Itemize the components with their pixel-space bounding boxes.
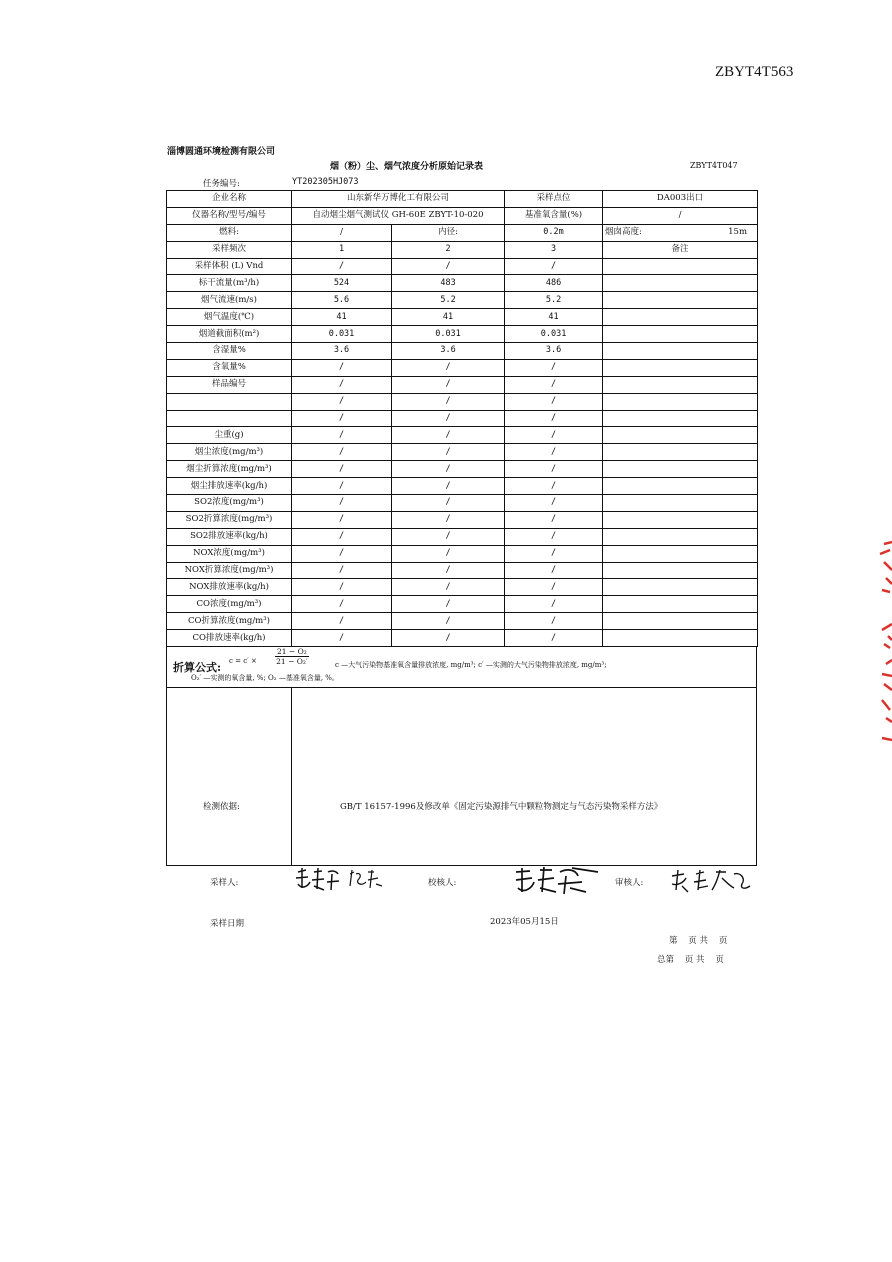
inner-diameter-value: 0.2m — [505, 224, 603, 241]
remark-cell — [603, 528, 758, 545]
task-number-label: 任务编号: — [203, 179, 240, 189]
row-label: 烟气温度(℃) — [167, 309, 292, 326]
frequency-label: 采样频次 — [167, 241, 292, 258]
row-label: 烟尘折算浓度(mg/m³) — [167, 461, 292, 478]
sample-2-value: / — [392, 579, 505, 596]
frequency-row — [167, 241, 758, 258]
sample-2-value: / — [392, 427, 505, 444]
sample-3-value: / — [505, 461, 603, 478]
sample-3-value: 41 — [505, 309, 603, 326]
sample-2-value: / — [392, 630, 505, 647]
table-row — [167, 410, 758, 427]
instrument-value: 自动烟尘烟气测试仪 GH-60E ZBYT-10-020 — [292, 207, 505, 224]
document-id: ZBYT4T563 — [715, 64, 794, 80]
sample-3-value: / — [505, 376, 603, 393]
remark-label: 备注 — [603, 241, 758, 258]
sample-1-value: / — [292, 596, 392, 613]
sample-1-value: / — [292, 359, 392, 376]
sample-1-value: 3.6 — [292, 343, 392, 360]
sample-2-value: 41 — [392, 309, 505, 326]
row-label: SO2浓度(mg/m³) — [167, 495, 292, 512]
sample-2-value: 0.031 — [392, 326, 505, 343]
table-row — [167, 275, 758, 292]
remark-cell — [603, 393, 758, 410]
sample-2-value: 5.2 — [392, 292, 505, 309]
chimney-height-cell — [603, 224, 758, 241]
sample-3-value: 3.6 — [505, 343, 603, 360]
sample-1-value: 5.6 — [292, 292, 392, 309]
checker-signature — [512, 862, 602, 898]
sample-1-value: / — [292, 630, 392, 647]
row-label: 标干流量(m³/h) — [167, 275, 292, 292]
sample-1-value: 0.031 — [292, 326, 392, 343]
sample-3-value: / — [505, 579, 603, 596]
formula-explanation-2: O₂′ —实测的氧含量, %; O₂ —基准氧含量, %。 — [191, 674, 339, 682]
sampler-label: 采样人: — [210, 878, 239, 888]
sample-1-value: 524 — [292, 275, 392, 292]
sample-2-value: / — [392, 376, 505, 393]
chimney-height-value: 15m — [728, 227, 748, 238]
remark-cell — [603, 427, 758, 444]
sample-2-value: 3.6 — [392, 343, 505, 360]
reference-oxygen-label: 基准氧含量(%) — [505, 207, 603, 224]
table-row — [167, 545, 758, 562]
row-label: CO折算浓度(mg/m³) — [167, 613, 292, 630]
remark-cell — [603, 545, 758, 562]
table-row — [167, 359, 758, 376]
table-row — [167, 528, 758, 545]
inner-diameter-label: 内径: — [392, 224, 505, 241]
sample-2-value: / — [392, 444, 505, 461]
red-seal-stamp — [876, 540, 892, 750]
table-row — [167, 478, 758, 495]
formula-numerator: 21 − O₂ — [277, 647, 307, 656]
remark-cell — [603, 579, 758, 596]
sample-2-value: / — [392, 495, 505, 512]
row-label: 尘重(g) — [167, 427, 292, 444]
sample-3-value: / — [505, 562, 603, 579]
table-row — [167, 511, 758, 528]
sample-3-value: / — [505, 630, 603, 647]
table-row — [167, 309, 758, 326]
row-label: 含湿量% — [167, 343, 292, 360]
sample-2-value: / — [392, 528, 505, 545]
sample-1-value: / — [292, 478, 392, 495]
remark-cell — [603, 495, 758, 512]
sample-1-value: / — [292, 495, 392, 512]
reference-oxygen-value: / — [603, 207, 758, 224]
fuel-label: 燃料: — [167, 224, 292, 241]
table-row — [167, 495, 758, 512]
sample-3-value: / — [505, 528, 603, 545]
sample-3-value: / — [505, 545, 603, 562]
enterprise-value: 山东新华万博化工有限公司 — [292, 191, 505, 208]
chimney-height-label: 烟囱高度: — [605, 227, 642, 238]
remark-cell — [603, 511, 758, 528]
sample-2-value: / — [392, 258, 505, 275]
sample-1-value: / — [292, 511, 392, 528]
sample-1-value: / — [292, 376, 392, 393]
sample-1-value: / — [292, 410, 392, 427]
table-row — [167, 562, 758, 579]
sample-1-value: / — [292, 562, 392, 579]
sampling-date-value: 2023年05月15日 — [490, 917, 559, 927]
formula-section — [166, 647, 757, 688]
sample-3-value: 5.2 — [505, 292, 603, 309]
form-title: 烟（粉）尘、烟气浓度分析原始记录表 — [330, 162, 484, 172]
task-number-value: YT202305HJ073 — [292, 177, 359, 187]
sample-3-value: 486 — [505, 275, 603, 292]
sample-1-value: / — [292, 258, 392, 275]
remark-cell — [603, 258, 758, 275]
sample-1-value: / — [292, 545, 392, 562]
sample-1-value: / — [292, 613, 392, 630]
sampling-point-label: 采样点位 — [505, 191, 603, 208]
checker-label: 校核人: — [428, 878, 457, 888]
remark-cell — [603, 326, 758, 343]
sample-3-value: / — [505, 393, 603, 410]
enterprise-row — [167, 191, 758, 208]
row-label: NOX折算浓度(mg/m³) — [167, 562, 292, 579]
table-row — [167, 258, 758, 275]
sample-3-value: 0.031 — [505, 326, 603, 343]
remark-cell — [603, 292, 758, 309]
sample-1-value: / — [292, 444, 392, 461]
enterprise-label: 企业名称 — [167, 191, 292, 208]
table-row — [167, 292, 758, 309]
page-number-line: 第 页 共 页 — [669, 936, 728, 946]
remark-cell — [603, 613, 758, 630]
remark-cell — [603, 596, 758, 613]
sample-3-value: / — [505, 359, 603, 376]
sample-1-value: / — [292, 528, 392, 545]
frequency-3: 3 — [505, 241, 603, 258]
remark-cell — [603, 359, 758, 376]
remark-cell — [603, 630, 758, 647]
fuel-row — [167, 224, 758, 241]
record-table — [166, 190, 758, 647]
sample-2-value: / — [392, 562, 505, 579]
instrument-row — [167, 207, 758, 224]
instrument-label: 仪器名称/型号/编号 — [167, 207, 292, 224]
signature-rule-2 — [603, 865, 667, 866]
row-label — [167, 393, 292, 410]
formula-denominator: 21 − O₂′ — [276, 657, 308, 666]
remark-cell — [603, 275, 758, 292]
row-label: 烟道截面积(m²) — [167, 326, 292, 343]
sample-1-value: / — [292, 427, 392, 444]
sample-3-value: / — [505, 478, 603, 495]
formula-explanation-1: c —大气污染物基准氧含量排放浓度, mg/m³; c′ —实测的大气污染物排放浓度, mg/m³; — [335, 661, 607, 669]
sample-3-value: / — [505, 511, 603, 528]
basis-section — [166, 687, 757, 866]
sample-1-value: 41 — [292, 309, 392, 326]
sample-2-value: / — [392, 511, 505, 528]
remark-cell — [603, 562, 758, 579]
remark-cell — [603, 444, 758, 461]
sample-2-value: / — [392, 545, 505, 562]
sample-3-value: / — [505, 596, 603, 613]
frequency-2: 2 — [392, 241, 505, 258]
form-code: ZBYT4T047 — [690, 161, 738, 170]
table-row — [167, 427, 758, 444]
sample-2-value: / — [392, 613, 505, 630]
sample-2-value: / — [392, 478, 505, 495]
remark-cell — [603, 410, 758, 427]
sampling-date-label: 采样日期 — [210, 919, 245, 929]
row-label: CO浓度(mg/m³) — [167, 596, 292, 613]
sample-2-value: 483 — [392, 275, 505, 292]
row-label: CO排放速率(kg/h) — [167, 630, 292, 647]
fuel-value: / — [292, 224, 392, 241]
sample-3-value: / — [505, 258, 603, 275]
sample-3-value: / — [505, 613, 603, 630]
remark-cell — [603, 461, 758, 478]
sample-2-value: / — [392, 393, 505, 410]
table-row — [167, 444, 758, 461]
sample-2-value: / — [392, 410, 505, 427]
table-row — [167, 326, 758, 343]
basis-text: GB/T 16157-1996及修改单《固定污染源排气中颗粒物测定与气态污染物采样方法》 — [340, 802, 663, 812]
sampler-signature — [292, 862, 392, 896]
row-label: 烟气流速(m/s) — [167, 292, 292, 309]
sample-3-value: / — [505, 444, 603, 461]
formula-lhs: c = c′ × — [229, 657, 257, 665]
sample-2-value: / — [392, 596, 505, 613]
sample-1-value: / — [292, 461, 392, 478]
page-total-line: 总第 页 共 页 — [657, 955, 724, 965]
row-label: NOX浓度(mg/m³) — [167, 545, 292, 562]
company-name: 淄博圆通环境检测有限公司 — [167, 147, 276, 157]
table-row — [167, 579, 758, 596]
table-row — [167, 376, 758, 393]
basis-divider — [291, 687, 292, 865]
remark-cell — [603, 343, 758, 360]
row-label: 烟尘排放速率(kg/h) — [167, 478, 292, 495]
table-row — [167, 630, 758, 647]
row-label: NOX排放速率(kg/h) — [167, 579, 292, 596]
remark-cell — [603, 376, 758, 393]
sampling-point-value: DA003出口 — [603, 191, 758, 208]
reviewer-label: 审核人: — [615, 878, 644, 888]
row-label: 采样体积 (L) Vnd — [167, 258, 292, 275]
remark-cell — [603, 478, 758, 495]
row-label: 含氧量% — [167, 359, 292, 376]
table-row — [167, 393, 758, 410]
sample-3-value: / — [505, 427, 603, 444]
table-row — [167, 613, 758, 630]
sample-1-value: / — [292, 393, 392, 410]
row-label: 样品编号 — [167, 376, 292, 393]
reviewer-signature — [668, 864, 754, 896]
row-label: SO2排放速率(kg/h) — [167, 528, 292, 545]
row-label: 烟尘浓度(mg/m³) — [167, 444, 292, 461]
table-row — [167, 461, 758, 478]
row-label — [167, 410, 292, 427]
formula-fraction — [275, 647, 309, 666]
frequency-1: 1 — [292, 241, 392, 258]
row-label: SO2折算浓度(mg/m³) — [167, 511, 292, 528]
table-row — [167, 596, 758, 613]
sample-2-value: / — [392, 359, 505, 376]
remark-cell — [603, 309, 758, 326]
signature-rule-1 — [391, 865, 504, 866]
table-row — [167, 343, 758, 360]
sample-3-value: / — [505, 410, 603, 427]
formula-label: 折算公式: — [173, 661, 222, 674]
sample-1-value: / — [292, 579, 392, 596]
sample-2-value: / — [392, 461, 505, 478]
basis-label: 检测依据: — [203, 802, 240, 812]
sample-3-value: / — [505, 495, 603, 512]
